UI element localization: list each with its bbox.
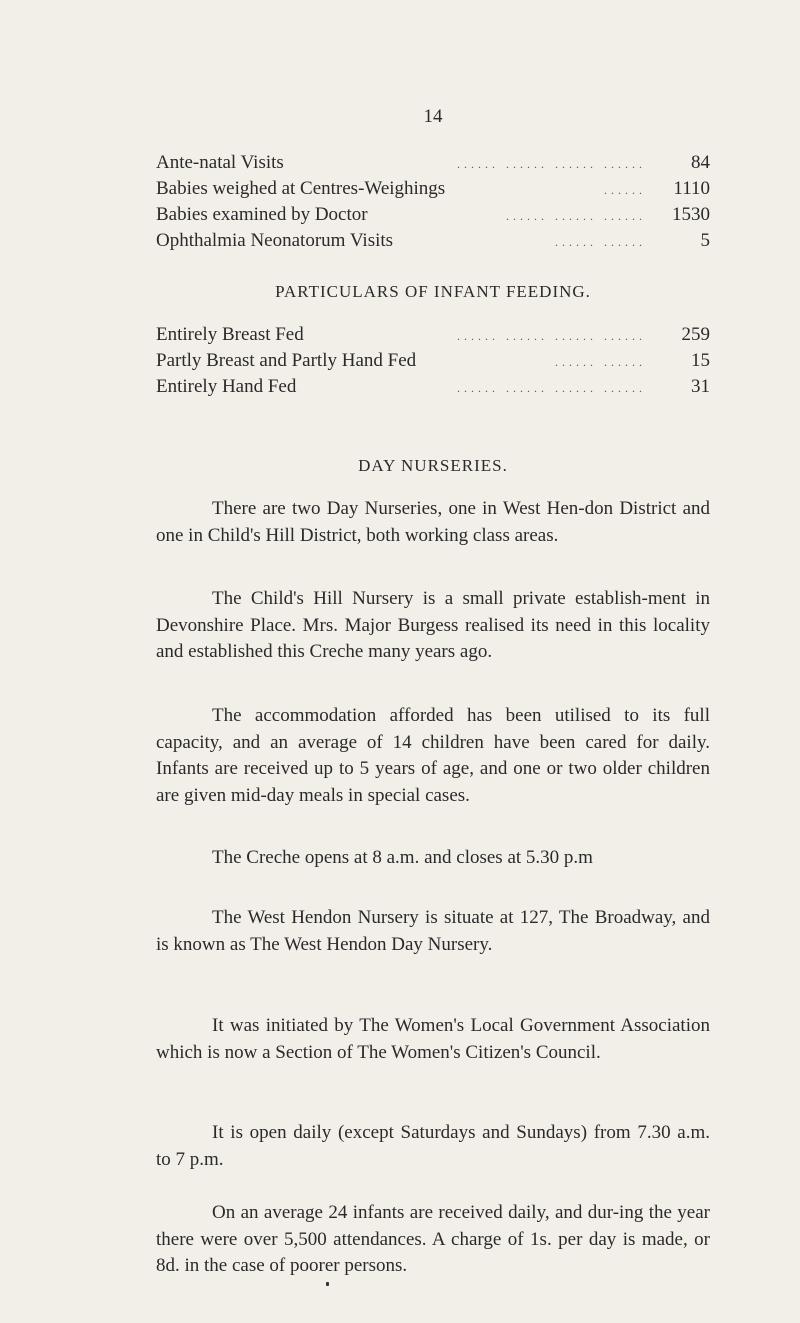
table-row — [156, 228, 710, 254]
table-row — [156, 322, 710, 348]
leader-dots: ...... ...... — [555, 235, 646, 249]
paragraph: There are two Day Nurseries, one in West Hen-don District and one in Child's Hill District, both working class areas. — [156, 498, 710, 546]
leader-dots: ...... ...... ...... ...... — [457, 329, 646, 343]
page-number: 14 — [423, 106, 443, 127]
paragraph: It was initiated by The Women's Local Government Association which is now a Section of The Women's Citizen's Council. — [156, 1015, 710, 1063]
table-row — [156, 176, 710, 202]
visits-table — [156, 150, 710, 254]
row-label: Babies weighed at Centres-Weighings — [156, 178, 446, 199]
row-value: 259 — [681, 324, 710, 345]
paragraph: The West Hendon Nursery is situate at 127, The Broadway, and is known as The West Hendon Day Nursery. — [156, 907, 710, 955]
leader-dots: ...... ...... — [555, 355, 646, 369]
row-label: Ophthalmia Neonatorum Visits — [156, 230, 394, 251]
paragraph: The accommodation afforded has been utilised to its full capacity, and an average of 14 children have been cared for daily. Infants are received up to 5 years of age, and one or two older children are given mid-day meals in special cases. — [156, 705, 710, 806]
row-label: Ante-natal Visits — [156, 152, 284, 173]
leader-dots: ...... — [604, 183, 646, 197]
row-value: 1110 — [673, 178, 710, 199]
row-value: 84 — [691, 152, 710, 173]
leader-dots: ...... ...... ...... — [506, 209, 646, 223]
paragraph: The Child's Hill Nursery is a small private establish-ment in Devonshire Place. Mrs. Major Burgess realised its need in this locality and established this Creche many years ago. — [156, 588, 710, 662]
row-label: Partly Breast and Partly Hand Fed — [156, 350, 417, 371]
print-mark — [326, 1282, 329, 1286]
row-label: Entirely Breast Fed — [156, 324, 304, 345]
paragraph: The Creche opens at 8 a.m. and closes at 5.30 p.m — [212, 847, 593, 868]
row-label: Babies examined by Doctor — [156, 204, 368, 225]
row-value: 15 — [691, 350, 710, 371]
row-value: 31 — [691, 376, 710, 397]
paragraph: On an average 24 infants are received daily, and dur-ing the year there were over 5,500 attendances. A charge of 1s. per day is made, or 8d. in the case of poorer persons. — [156, 1202, 710, 1276]
row-value: 1530 — [672, 204, 710, 225]
leader-dots: ...... ...... ...... ...... — [457, 157, 646, 171]
leader-dots: ...... ...... ...... ...... — [457, 381, 646, 395]
feeding-heading: PARTICULARS OF INFANT FEEDING. — [275, 282, 591, 301]
table-row — [156, 374, 710, 400]
table-row — [156, 348, 710, 374]
nurseries-heading: DAY NURSERIES. — [358, 456, 508, 475]
table-row — [156, 202, 710, 228]
row-value: 5 — [700, 230, 710, 251]
feeding-table — [156, 322, 710, 400]
paragraph: It is open daily (except Saturdays and Sundays) from 7.30 a.m. to 7 p.m. — [156, 1122, 710, 1170]
row-label: Entirely Hand Fed — [156, 376, 297, 397]
table-row — [156, 150, 710, 176]
